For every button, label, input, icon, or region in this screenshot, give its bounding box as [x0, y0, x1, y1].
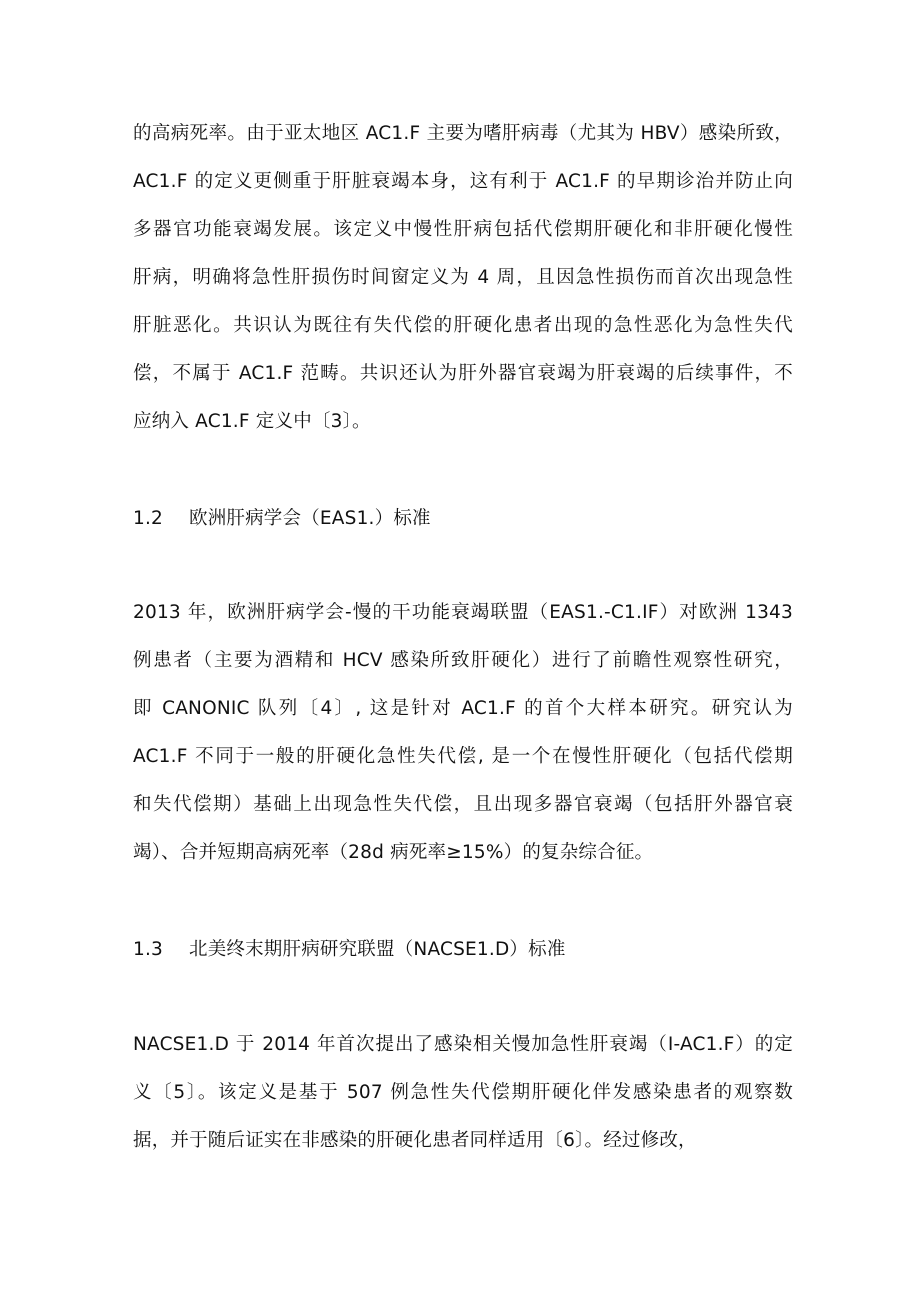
section-heading-1-2	[133, 504, 793, 534]
paragraph-line: NACSE1.D 于 2014 年首次提出了感染相关慢加急性肝衰竭（I-AC1.F）的定	[133, 1034, 793, 1055]
paragraph-line: 肝病，明确将急性肝损伤时间窗定义为 4 周，且因急性损伤而首次出现急性	[133, 267, 793, 288]
section-number: 1.3	[133, 939, 164, 960]
paragraph-line: 例患者（主要为酒精和 HCV 感染所致肝硬化）进行了前瞻性观察性研究，	[133, 650, 793, 671]
section-number: 1.2	[133, 508, 164, 529]
paragraph-line: 即 CANONIC 队列〔4〕, 这是针对 AC1.F 的首个大样本研究。研究认为	[133, 698, 793, 719]
section-title: 欧洲肝病学会（EAS1.）标准	[189, 508, 431, 529]
paragraph-line: AC1.F 不同于一般的肝硬化急性失代偿, 是一个在慢性肝硬化（包括代偿期	[133, 746, 793, 767]
paragraph-line: 应纳入 AC1.F 定义中〔3〕。	[133, 411, 371, 432]
paragraph-line: AC1.F 的定义更侧重于肝脏衰竭本身，这有利于 AC1.F 的早期诊治并防止向	[133, 171, 793, 192]
paragraph-line: 偿，不属于 AC1.F 范畴。共识还认为肝外器官衰竭为肝衰竭的后续事件，不	[133, 363, 793, 384]
section-title: 北美终末期肝病研究联盟（NACSE1.D）标准	[189, 939, 566, 960]
paragraph-line: 竭）、合并短期高病死率（28d 病死率≥15%）的复杂综合征。	[133, 842, 654, 863]
section-heading-1-3	[133, 935, 793, 965]
paragraph-line: 肝脏恶化。共识认为既往有失代偿的肝硬化患者出现的急性恶化为急性失代	[133, 315, 793, 336]
paragraph-line: 据，并于随后证实在非感染的肝硬化患者同样适用〔6〕。经过修改，	[133, 1130, 697, 1151]
paragraph-line: 和失代偿期）基础上出现急性失代偿，且出现多器官衰竭（包括肝外器官衰	[133, 794, 793, 815]
paragraph-line: 多器官功能衰竭发展。该定义中慢性肝病包括代偿期肝硬化和非肝硬化慢性	[133, 219, 793, 240]
paragraph-line: 的高病死率。由于亚太地区 AC1.F 主要为嗜肝病毒（尤其为 HBV）感染所致，	[133, 123, 793, 144]
paragraph-line: 义〔5〕。该定义是基于 507 例急性失代偿期肝硬化伴发感染患者的观察数	[133, 1082, 793, 1103]
paragraph-line: 2013 年，欧洲肝病学会-慢的干功能衰竭联盟（EAS1.-C1.IF）对欧洲 1343	[133, 602, 793, 623]
